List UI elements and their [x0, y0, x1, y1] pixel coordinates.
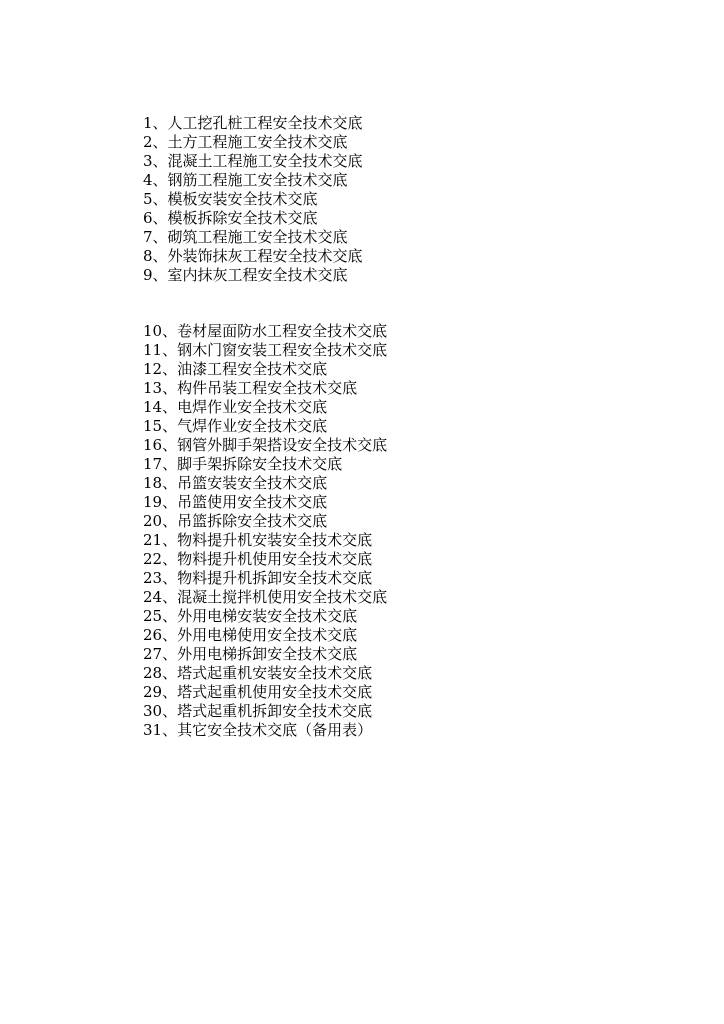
toc-item: 29、塔式起重机使用安全技术交底 — [143, 683, 373, 701]
toc-item: 7、砌筑工程施工安全技术交底 — [143, 228, 348, 246]
toc-list-group-2 — [143, 322, 387, 740]
toc-item: 3、混凝土工程施工安全技术交底 — [143, 152, 363, 170]
toc-item: 30、塔式起重机拆卸安全技术交底 — [143, 702, 373, 720]
toc-item: 19、吊篮使用安全技术交底 — [143, 493, 328, 511]
toc-item: 26、外用电梯使用安全技术交底 — [143, 626, 358, 644]
toc-item: 1、人工挖孔桩工程安全技术交底 — [143, 114, 363, 132]
toc-item: 27、外用电梯拆卸安全技术交底 — [143, 645, 358, 663]
toc-list-group-1 — [143, 114, 363, 285]
toc-item: 12、油漆工程安全技术交底 — [143, 360, 328, 378]
toc-item: 15、气焊作业安全技术交底 — [143, 417, 328, 435]
toc-item: 13、构件吊装工程安全技术交底 — [143, 379, 358, 397]
toc-item: 5、模板安装安全技术交底 — [143, 190, 318, 208]
toc-item: 22、物料提升机使用安全技术交底 — [143, 550, 373, 568]
toc-item: 16、钢管外脚手架搭设安全技术交底 — [143, 436, 388, 454]
toc-item: 10、卷材屋面防水工程安全技术交底 — [143, 322, 388, 340]
toc-item: 9、室内抹灰工程安全技术交底 — [143, 266, 348, 284]
toc-item: 4、钢筋工程施工安全技术交底 — [143, 171, 348, 189]
toc-item: 8、外装饰抹灰工程安全技术交底 — [143, 247, 363, 265]
toc-item: 14、电焊作业安全技术交底 — [143, 398, 328, 416]
toc-item: 18、吊篮安装安全技术交底 — [143, 474, 328, 492]
toc-item: 2、土方工程施工安全技术交底 — [143, 133, 348, 151]
toc-item: 28、塔式起重机安装安全技术交底 — [143, 664, 373, 682]
toc-item: 20、吊篮拆除安全技术交底 — [143, 512, 328, 530]
toc-item: 11、钢木门窗安装工程安全技术交底 — [143, 341, 388, 359]
toc-item: 17、脚手架拆除安全技术交底 — [143, 455, 343, 473]
toc-item: 25、外用电梯安装安全技术交底 — [143, 607, 358, 625]
toc-item: 24、混凝土搅拌机使用安全技术交底 — [143, 588, 388, 606]
toc-item: 31、其它安全技术交底（备用表） — [143, 721, 373, 739]
toc-item: 21、物料提升机安装安全技术交底 — [143, 531, 373, 549]
toc-item: 6、模板拆除安全技术交底 — [143, 209, 318, 227]
toc-item: 23、物料提升机拆卸安全技术交底 — [143, 569, 373, 587]
